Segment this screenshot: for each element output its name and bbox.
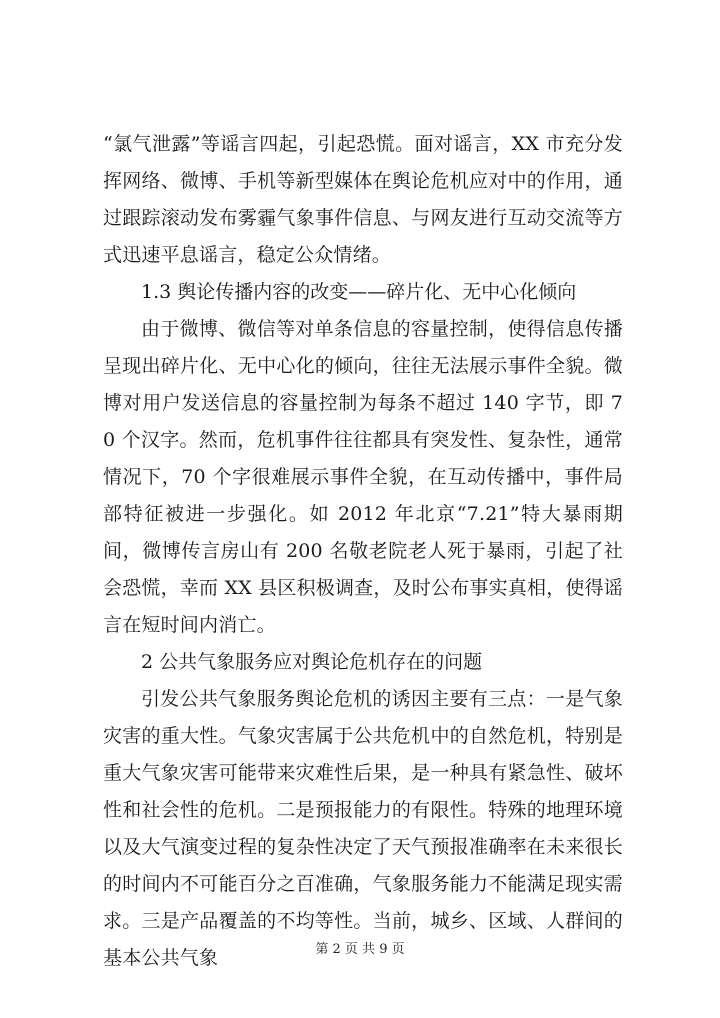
section-heading-1-3: 1.3 舆论传播内容的改变——碎片化、无中心化倾向 (141, 281, 577, 303)
paragraph-crisis-causes: 引发公共气象服务舆论危机的诱因主要有三点：一是气象灾害的重大性。气象灾害属于公共危机中的自然危机，特别是重大气象灾害可能带来灾难性后果，是一种具有紧急性、破坏性和社会性的危机。二是预报能力的有限性。特殊的地理环境以及大气演变过程的复杂性决定了天气预报准确率在未来很长的时间内不可能百分之百准确，气象服务能力不能满足现实需求。三是产品覆盖的不均等性。当前，城乡、区域、人群间的基本公共气象 (103, 688, 623, 969)
section-heading-2: 2 公共气象服务应对舆论危机存在的问题 (141, 651, 483, 673)
page-footer: 第 2 页 共 9 页 (315, 942, 405, 957)
paragraph-rumor-response: “氯气泄露”等谣言四起，引起恐慌。面对谣言，XX 市充分发挥网络、微博、手机等新型媒体在舆论危机应对中的作用，通过跟踪滚动发布雾霾气象事件信息、与网友进行互动交流等方式迅速平息谣言，稳定公众情绪。 (103, 133, 623, 266)
document-body (103, 126, 623, 977)
paragraph-fragmentation: 由于微博、微信等对单条信息的容量控制，使得信息传播呈现出碎片化、无中心化的倾向，往往无法展示事件全貌。微博对用户发送信息的容量控制为每条不超过 140 字节，即 70 个汉字。然而，危机事件往往都具有突发性、复杂性，通常情况下，70 个字很难展示事件全貌，在互动传播中，事件局部特征被进一步强化。如 2012 年北京“7.21”特大暴雨期间，微博传言房山有 200 名敬老院老人死于暴雨，引起了社会恐慌，幸而 XX 县区积极调查，及时公布事实真相，使得谣言在短时间内消亡。 (103, 318, 623, 636)
